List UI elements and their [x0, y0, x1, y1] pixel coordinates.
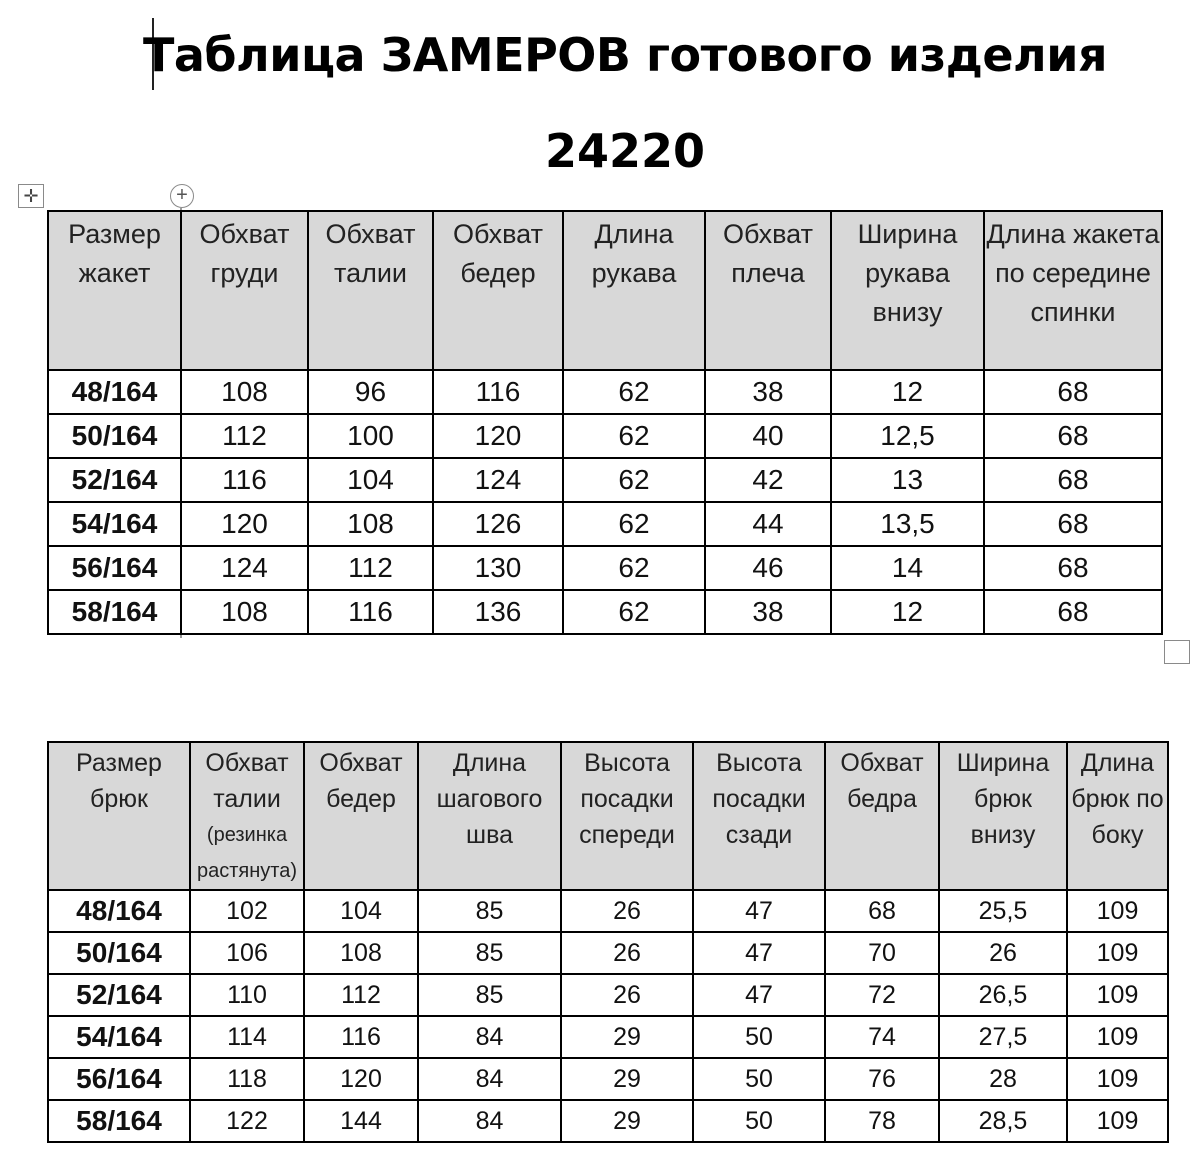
header-jacket-length: Длина жакета по середине спинки — [984, 211, 1162, 370]
value-cell: 50 — [693, 1100, 825, 1142]
value-cell: 46 — [705, 546, 831, 590]
value-cell: 47 — [693, 890, 825, 932]
header-size: Размер брюк — [48, 742, 190, 890]
value-cell: 28,5 — [939, 1100, 1067, 1142]
header-shoulder: Обхват плеча — [705, 211, 831, 370]
value-cell: 26 — [939, 932, 1067, 974]
add-column-icon[interactable]: + — [170, 184, 194, 208]
value-cell: 12 — [831, 590, 984, 634]
header-waist: Обхват талии — [308, 211, 433, 370]
value-cell: 26,5 — [939, 974, 1067, 1016]
value-cell: 68 — [825, 890, 939, 932]
value-cell: 136 — [433, 590, 563, 634]
value-cell: 109 — [1067, 932, 1168, 974]
value-cell: 109 — [1067, 1058, 1168, 1100]
header-hips: Обхват бедер — [304, 742, 418, 890]
size-cell: 56/164 — [48, 1058, 190, 1100]
value-cell: 27,5 — [939, 1016, 1067, 1058]
table-row — [48, 458, 1162, 502]
value-cell: 102 — [190, 890, 304, 932]
table-row — [48, 1016, 1168, 1058]
value-cell: 68 — [984, 458, 1162, 502]
size-cell: 52/164 — [48, 458, 181, 502]
header-waist — [190, 742, 304, 890]
header-sleeve-width: Ширина рукава внизу — [831, 211, 984, 370]
table-row — [48, 932, 1168, 974]
value-cell: 26 — [561, 890, 693, 932]
value-cell: 47 — [693, 932, 825, 974]
value-cell: 26 — [561, 974, 693, 1016]
size-cell: 48/164 — [48, 890, 190, 932]
value-cell: 68 — [984, 414, 1162, 458]
value-cell: 38 — [705, 370, 831, 414]
value-cell: 116 — [433, 370, 563, 414]
value-cell: 84 — [418, 1100, 561, 1142]
value-cell: 85 — [418, 932, 561, 974]
value-cell: 62 — [563, 546, 705, 590]
value-cell: 120 — [181, 502, 308, 546]
size-cell: 50/164 — [48, 932, 190, 974]
table-header-row — [48, 211, 1162, 370]
size-cell: 56/164 — [48, 546, 181, 590]
value-cell: 29 — [561, 1058, 693, 1100]
value-cell: 144 — [304, 1100, 418, 1142]
value-cell: 84 — [418, 1058, 561, 1100]
value-cell: 12 — [831, 370, 984, 414]
value-cell: 85 — [418, 974, 561, 1016]
value-cell: 44 — [705, 502, 831, 546]
value-cell: 96 — [308, 370, 433, 414]
size-cell: 58/164 — [48, 1100, 190, 1142]
header-hips: Обхват бедер — [433, 211, 563, 370]
move-handle-icon[interactable]: ✛ — [18, 184, 44, 208]
value-cell: 74 — [825, 1016, 939, 1058]
model-number: 24220 — [544, 124, 706, 178]
value-cell: 120 — [304, 1058, 418, 1100]
value-cell: 130 — [433, 546, 563, 590]
table-row — [48, 1058, 1168, 1100]
value-cell: 109 — [1067, 974, 1168, 1016]
header-leg-opening: Ширина брюк внизу — [939, 742, 1067, 890]
value-cell: 108 — [181, 590, 308, 634]
header-thigh: Обхват бедра — [825, 742, 939, 890]
header-front-rise: Высота посадки спереди — [561, 742, 693, 890]
table-row — [48, 370, 1162, 414]
value-cell: 68 — [984, 370, 1162, 414]
value-cell: 50 — [693, 1058, 825, 1100]
size-cell: 54/164 — [48, 1016, 190, 1058]
value-cell: 116 — [308, 590, 433, 634]
value-cell: 112 — [308, 546, 433, 590]
table-row — [48, 974, 1168, 1016]
header-waist-label: Обхват талии — [205, 749, 289, 813]
value-cell: 109 — [1067, 1100, 1168, 1142]
value-cell: 100 — [308, 414, 433, 458]
table-header-row — [48, 742, 1168, 890]
value-cell: 114 — [190, 1016, 304, 1058]
header-sleeve-length: Длина рукава — [563, 211, 705, 370]
value-cell: 112 — [304, 974, 418, 1016]
value-cell: 108 — [304, 932, 418, 974]
pants-measurements-table — [47, 741, 1169, 1143]
value-cell: 68 — [984, 590, 1162, 634]
size-cell: 48/164 — [48, 370, 181, 414]
value-cell: 104 — [308, 458, 433, 502]
value-cell: 116 — [304, 1016, 418, 1058]
value-cell: 118 — [190, 1058, 304, 1100]
value-cell: 14 — [831, 546, 984, 590]
header-size: Размер жакет — [48, 211, 181, 370]
value-cell: 122 — [190, 1100, 304, 1142]
size-cell: 50/164 — [48, 414, 181, 458]
value-cell: 110 — [190, 974, 304, 1016]
value-cell: 28 — [939, 1058, 1067, 1100]
value-cell: 29 — [561, 1016, 693, 1058]
value-cell: 70 — [825, 932, 939, 974]
value-cell: 76 — [825, 1058, 939, 1100]
value-cell: 62 — [563, 458, 705, 502]
value-cell: 38 — [705, 590, 831, 634]
value-cell: 29 — [561, 1100, 693, 1142]
value-cell: 126 — [433, 502, 563, 546]
value-cell: 112 — [181, 414, 308, 458]
value-cell: 104 — [304, 890, 418, 932]
value-cell: 62 — [563, 414, 705, 458]
value-cell: 62 — [563, 370, 705, 414]
value-cell: 26 — [561, 932, 693, 974]
header-inseam: Длина шагового шва — [418, 742, 561, 890]
size-cell: 54/164 — [48, 502, 181, 546]
table-row — [48, 502, 1162, 546]
value-cell: 68 — [984, 546, 1162, 590]
value-cell: 120 — [433, 414, 563, 458]
value-cell: 42 — [705, 458, 831, 502]
header-waist-note: (резинка растянута) — [197, 824, 297, 882]
table-row — [48, 414, 1162, 458]
value-cell: 72 — [825, 974, 939, 1016]
value-cell: 109 — [1067, 1016, 1168, 1058]
table-row — [48, 590, 1162, 634]
value-cell: 116 — [181, 458, 308, 502]
table-row — [48, 890, 1168, 932]
value-cell: 40 — [705, 414, 831, 458]
table-row — [48, 546, 1162, 590]
value-cell: 50 — [693, 1016, 825, 1058]
value-cell: 108 — [181, 370, 308, 414]
value-cell: 109 — [1067, 890, 1168, 932]
value-cell: 25,5 — [939, 890, 1067, 932]
size-cell: 52/164 — [48, 974, 190, 1016]
value-cell: 106 — [190, 932, 304, 974]
value-cell: 13 — [831, 458, 984, 502]
value-cell: 13,5 — [831, 502, 984, 546]
size-cell: 58/164 — [48, 590, 181, 634]
value-cell: 124 — [181, 546, 308, 590]
value-cell: 124 — [433, 458, 563, 502]
header-back-rise: Высота посадки сзади — [693, 742, 825, 890]
header-chest: Обхват груди — [181, 211, 308, 370]
value-cell: 108 — [308, 502, 433, 546]
value-cell: 85 — [418, 890, 561, 932]
page-title: Таблица ЗАМЕРОВ готового изделия — [142, 28, 1107, 82]
value-cell: 62 — [563, 502, 705, 546]
value-cell: 68 — [984, 502, 1162, 546]
table-resize-icon[interactable] — [1164, 640, 1190, 664]
value-cell: 78 — [825, 1100, 939, 1142]
table-row — [48, 1100, 1168, 1142]
value-cell: 47 — [693, 974, 825, 1016]
header-outseam: Длина брюк по боку — [1067, 742, 1168, 890]
value-cell: 12,5 — [831, 414, 984, 458]
jacket-measurements-table — [47, 210, 1163, 635]
value-cell: 84 — [418, 1016, 561, 1058]
value-cell: 62 — [563, 590, 705, 634]
